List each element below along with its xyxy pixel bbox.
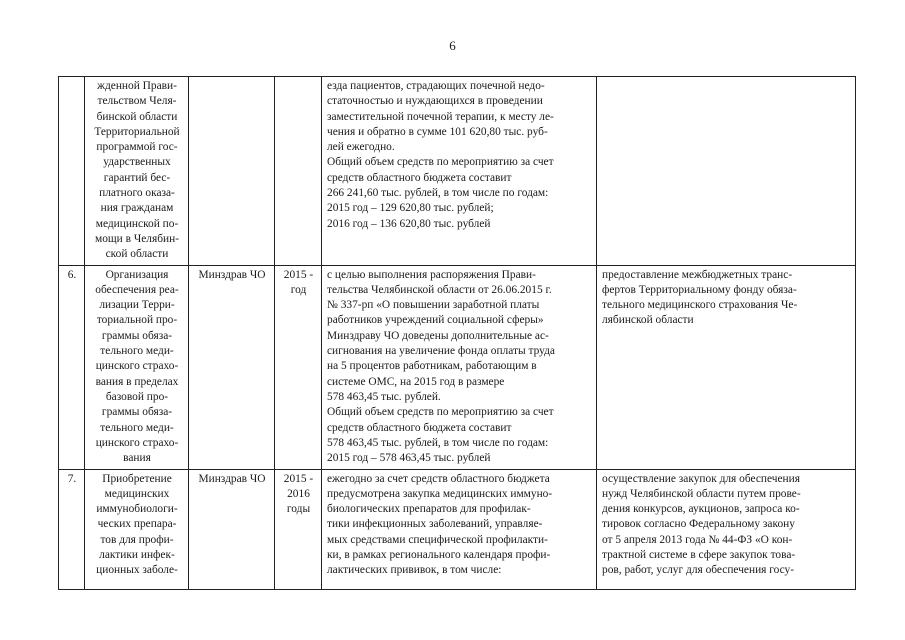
text-line: бинской области [96, 110, 178, 123]
notes-cell [597, 77, 856, 266]
program-measures-table [58, 76, 856, 590]
text-line: статочностью и нуждающихся в проведении [327, 95, 543, 108]
text-line: средств областного бюджета составит [327, 171, 512, 184]
text-line: мых средствами специфической профилакти- [327, 533, 548, 546]
text-line: средств областного бюджета составит [327, 421, 512, 434]
text-line: лизации Терри- [99, 299, 175, 312]
result-cell [322, 77, 597, 266]
term-cell [275, 265, 322, 469]
text-line: 2016 [287, 487, 310, 500]
result-cell [322, 265, 597, 469]
text-line: езда пациентов, страдающих почечной недо- [327, 80, 545, 92]
text-line: обеспечения реа- [95, 283, 179, 296]
term-cell [275, 77, 322, 266]
executor-cell [189, 77, 275, 266]
text-line: чения и обратно в сумме 101 620,80 тыс. руб- [327, 125, 548, 138]
text-line: ров, работ, услуг для обеспечения госу- [602, 564, 795, 577]
text-line: ческих препара- [97, 518, 177, 531]
text-line: лябинской области [602, 314, 694, 327]
text-line: медицинских [104, 487, 170, 500]
row-number-cell: 7. [59, 469, 85, 589]
text-line: трактной системе в сфере закупок това- [602, 549, 796, 562]
text-line: 578 463,45 тыс. рублей, в том числе по годам: [327, 436, 549, 449]
text-line: от 5 апреля 2013 года № 44-ФЗ «О кон- [602, 533, 793, 546]
text-line: 2016 год – 136 620,80 тыс. рублей [327, 217, 491, 230]
text-line: тики инфекционных заболеваний, управляе- [327, 518, 543, 531]
text-line: граммы обяза- [101, 329, 173, 342]
text-line: фертов Территориальному фонду обяза- [602, 283, 797, 296]
text-line: иммунобиологи- [96, 503, 178, 516]
page-number: 6 [449, 38, 456, 53]
text-line: годы [286, 503, 311, 516]
measure-name-cell [85, 77, 189, 266]
notes-cell [597, 469, 856, 589]
text-line: цинского страхо- [95, 360, 179, 373]
text-line: дения конкурсов, аукционов, запроса ко- [602, 503, 800, 516]
text-line: тельного медицинского страхования Че- [602, 299, 798, 312]
text-line: 266 241,60 тыс. рублей, в том числе по годам: [327, 187, 549, 200]
notes-cell [597, 265, 856, 469]
text-line: медицинской по- [95, 217, 179, 230]
text-line: сигнования на увеличение фонда оплаты труда [327, 345, 555, 358]
text-line: предоставление межбюджетных транс- [602, 268, 793, 281]
text-line: лей ежегодно. [327, 141, 395, 154]
text-line: предусмотрена закупка медицинских иммуно- [327, 487, 553, 500]
text-line: год [290, 283, 307, 296]
text-line: 2015 - [283, 472, 314, 485]
text-line: лактических прививок, в том числе: [327, 564, 502, 577]
text-line: тельства Челябинской области от 26.06.2015 г. [327, 283, 552, 296]
table-row [59, 265, 856, 469]
text-line: биологических препаратов для профилак- [327, 503, 531, 516]
executor-cell: Минздрав ЧО [189, 469, 275, 589]
text-line: с целью выполнения распоряжения Прави- [327, 268, 536, 281]
table-row [59, 469, 856, 589]
text-line: заместительной почечной терапии, к месту ле- [327, 110, 554, 123]
text-line: Приобретение [102, 472, 172, 485]
text-line: ки, в рамках регионального календаря профи- [327, 549, 551, 562]
text-line: ской области [105, 248, 169, 261]
text-line: базовой про- [105, 390, 169, 403]
text-line: Организация [105, 268, 169, 281]
text-line: мощи в Челябин- [94, 232, 179, 245]
text-line: ционных заболе- [96, 564, 178, 577]
text-line: Общий объем средств по мероприятию за счет [327, 156, 554, 169]
text-line: тельного меди- [100, 345, 174, 358]
text-line: ежегодно за счет средств областного бюджета [327, 472, 550, 485]
text-line: осуществление закупок для обеспечения [602, 472, 800, 485]
text-line: программой гос- [96, 141, 178, 154]
text-line: 2015 год – 129 620,80 тыс. рублей; [327, 202, 494, 215]
term-cell [275, 469, 322, 589]
text-line: тов для профи- [100, 533, 174, 546]
text-line: Территориальной [94, 125, 180, 138]
text-line: ториальной про- [96, 314, 178, 327]
text-line: 2015 - [283, 268, 314, 281]
table-row [59, 77, 856, 266]
text-line: на 5 процентов работникам, работающим в [327, 360, 537, 373]
text-line: тировок согласно Федеральному закону [602, 518, 795, 531]
text-line: гарантий бес- [103, 171, 171, 184]
text-line: нужд Челябинской области путем прове- [602, 487, 801, 500]
text-line: тельного меди- [100, 421, 174, 434]
text-line: системе ОМС, на 2015 год в размере [327, 375, 505, 388]
text-line: лактики инфек- [99, 549, 175, 562]
text-line: Минздраву ЧО доведены дополнительные ас- [327, 329, 549, 342]
row-number-cell [59, 77, 85, 266]
text-line: работников учреждений социальной сферы» [327, 314, 544, 327]
text-line: № 337-рп «О повышении заработной платы [327, 299, 540, 312]
text-line: ния гражданам [100, 202, 174, 215]
text-line: цинского страхо- [95, 436, 179, 449]
text-line: 2015 год – 578 463,45 тыс. рублей [327, 452, 491, 465]
text-line: платного оказа- [99, 187, 175, 200]
text-line: ударственных [103, 156, 171, 169]
text-line: 578 463,45 тыс. рублей. [327, 390, 441, 403]
text-line: вания в пределах [95, 375, 179, 388]
executor-cell: Минздрав ЧО [189, 265, 275, 469]
text-line: вания [123, 452, 151, 465]
result-cell [322, 469, 597, 589]
text-line: граммы обяза- [101, 406, 173, 419]
measure-name-cell [85, 265, 189, 469]
text-line: тельством Челя- [97, 95, 177, 108]
row-number-cell: 6. [59, 265, 85, 469]
measure-name-cell [85, 469, 189, 589]
text-line: Общий объем средств по мероприятию за счет [327, 406, 554, 419]
text-line: жденной Прави- [97, 80, 177, 92]
